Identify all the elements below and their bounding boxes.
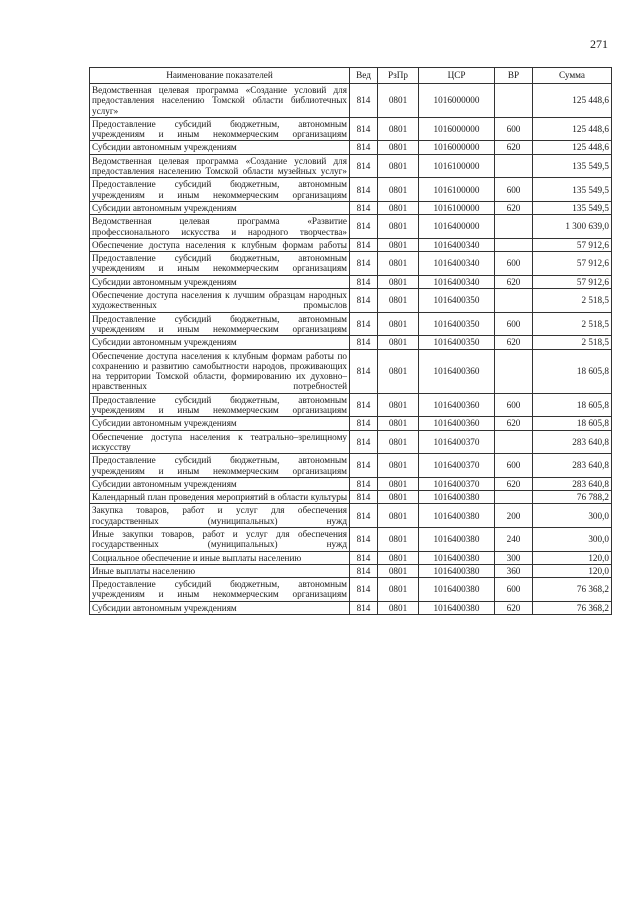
- cell-rzpr: 0801: [378, 491, 419, 504]
- cell-csr: 1016000000: [419, 141, 495, 154]
- cell-ved: 814: [350, 289, 378, 313]
- header-rzpr: РзПр: [378, 68, 419, 84]
- cell-ved: 814: [350, 215, 378, 239]
- cell-vr: 620: [495, 201, 533, 214]
- table-row: [90, 504, 612, 528]
- cell-vr: [495, 289, 533, 313]
- cell-rzpr: 0801: [378, 393, 419, 417]
- cell-name: Ведомственная целевая программа «Создание условий для предоставления населению Томской области музейных услуг»: [90, 154, 350, 178]
- cell-sum: 57 912,6: [533, 252, 612, 276]
- cell-name: Субсидии автономным учреждениям: [90, 336, 350, 349]
- header-vr: ВР: [495, 68, 533, 84]
- table-row: [90, 551, 612, 564]
- cell-sum: 57 912,6: [533, 238, 612, 251]
- cell-sum: 135 549,5: [533, 154, 612, 178]
- table-row: [90, 141, 612, 154]
- cell-rzpr: 0801: [378, 154, 419, 178]
- cell-rzpr: 0801: [378, 275, 419, 288]
- cell-csr: 1016400340: [419, 275, 495, 288]
- cell-ved: 814: [350, 454, 378, 478]
- cell-csr: 1016400350: [419, 289, 495, 313]
- cell-vr: [495, 238, 533, 251]
- cell-name: Предоставление субсидий бюджетным, автономным учреждениям и иным некоммерческим организациям: [90, 578, 350, 602]
- cell-ved: 814: [350, 430, 378, 454]
- cell-rzpr: 0801: [378, 215, 419, 239]
- cell-sum: 76 368,2: [533, 578, 612, 602]
- table-row: [90, 215, 612, 239]
- cell-rzpr: 0801: [378, 238, 419, 251]
- cell-csr: 1016400340: [419, 252, 495, 276]
- cell-csr: 1016400000: [419, 215, 495, 239]
- cell-vr: 600: [495, 454, 533, 478]
- table-row: [90, 238, 612, 251]
- cell-ved: 814: [350, 578, 378, 602]
- cell-ved: 814: [350, 393, 378, 417]
- cell-csr: 1016400380: [419, 491, 495, 504]
- cell-vr: [495, 491, 533, 504]
- cell-sum: 2 518,5: [533, 336, 612, 349]
- cell-vr: 620: [495, 477, 533, 490]
- cell-name: Предоставление субсидий бюджетным, автономным учреждениям и иным некоммерческим организациям: [90, 312, 350, 336]
- cell-rzpr: 0801: [378, 84, 419, 118]
- cell-csr: 1016400370: [419, 454, 495, 478]
- table-body: [90, 84, 612, 615]
- cell-name: Субсидии автономным учреждениям: [90, 275, 350, 288]
- cell-vr: [495, 349, 533, 393]
- table-row: [90, 417, 612, 430]
- cell-rzpr: 0801: [378, 430, 419, 454]
- page-number: 271: [590, 37, 608, 51]
- table-row: [90, 252, 612, 276]
- table-row: [90, 430, 612, 454]
- cell-csr: 1016400380: [419, 601, 495, 614]
- cell-rzpr: 0801: [378, 336, 419, 349]
- cell-ved: 814: [350, 84, 378, 118]
- cell-csr: 1016400380: [419, 527, 495, 551]
- cell-sum: 2 518,5: [533, 312, 612, 336]
- cell-name: Календарный план проведения мероприятий в области культуры: [90, 491, 350, 504]
- table-row: [90, 336, 612, 349]
- cell-name: Социальное обеспечение и иные выплаты населению: [90, 551, 350, 564]
- cell-name: Закупка товаров, работ и услуг для обеспечения государственных (муниципальных) нужд: [90, 504, 350, 528]
- cell-sum: 120,0: [533, 564, 612, 577]
- table-row: [90, 84, 612, 118]
- table-row: [90, 491, 612, 504]
- header-ved: Вед: [350, 68, 378, 84]
- cell-csr: 1016400370: [419, 430, 495, 454]
- cell-rzpr: 0801: [378, 504, 419, 528]
- table-header-row: [90, 68, 612, 84]
- cell-name: Предоставление субсидий бюджетным, автономным учреждениям и иным некоммерческим организациям: [90, 454, 350, 478]
- cell-rzpr: 0801: [378, 601, 419, 614]
- cell-vr: 620: [495, 336, 533, 349]
- cell-name: Обеспечение доступа населения к театрально–зрелищному искусству: [90, 430, 350, 454]
- cell-csr: 1016400370: [419, 477, 495, 490]
- table-row: [90, 564, 612, 577]
- header-sum: Сумма: [533, 68, 612, 84]
- cell-rzpr: 0801: [378, 564, 419, 577]
- cell-sum: 76 368,2: [533, 601, 612, 614]
- cell-sum: 125 448,6: [533, 141, 612, 154]
- cell-sum: 125 448,6: [533, 84, 612, 118]
- cell-sum: 300,0: [533, 504, 612, 528]
- table-row: [90, 201, 612, 214]
- cell-name: Предоставление субсидий бюджетным, автономным учреждениям и иным некоммерческим организациям: [90, 252, 350, 276]
- table-row: [90, 527, 612, 551]
- cell-ved: 814: [350, 527, 378, 551]
- cell-sum: 120,0: [533, 551, 612, 564]
- cell-sum: 283 640,8: [533, 477, 612, 490]
- table-row: [90, 117, 612, 141]
- cell-name: Субсидии автономным учреждениям: [90, 417, 350, 430]
- cell-csr: 1016400350: [419, 312, 495, 336]
- cell-name: Предоставление субсидий бюджетным, автономным учреждениям и иным некоммерческим организациям: [90, 117, 350, 141]
- cell-name: Предоставление субсидий бюджетным, автономным учреждениям и иным некоммерческим организациям: [90, 178, 350, 202]
- cell-sum: 2 518,5: [533, 289, 612, 313]
- cell-rzpr: 0801: [378, 477, 419, 490]
- cell-csr: 1016400380: [419, 551, 495, 564]
- cell-ved: 814: [350, 178, 378, 202]
- cell-ved: 814: [350, 564, 378, 577]
- cell-name: Иные выплаты населению: [90, 564, 350, 577]
- table-row: [90, 578, 612, 602]
- cell-ved: 814: [350, 238, 378, 251]
- cell-sum: 76 788,2: [533, 491, 612, 504]
- cell-sum: 300,0: [533, 527, 612, 551]
- cell-csr: 1016400360: [419, 349, 495, 393]
- cell-sum: 135 549,5: [533, 178, 612, 202]
- cell-vr: 300: [495, 551, 533, 564]
- table-row: [90, 312, 612, 336]
- cell-ved: 814: [350, 275, 378, 288]
- table-row: [90, 477, 612, 490]
- cell-rzpr: 0801: [378, 417, 419, 430]
- cell-csr: 1016000000: [419, 84, 495, 118]
- cell-vr: 600: [495, 178, 533, 202]
- table-row: [90, 393, 612, 417]
- cell-rzpr: 0801: [378, 349, 419, 393]
- cell-rzpr: 0801: [378, 201, 419, 214]
- cell-csr: 1016100000: [419, 201, 495, 214]
- cell-sum: 283 640,8: [533, 430, 612, 454]
- cell-vr: 620: [495, 141, 533, 154]
- cell-vr: 620: [495, 417, 533, 430]
- cell-rzpr: 0801: [378, 117, 419, 141]
- table-row: [90, 601, 612, 614]
- cell-rzpr: 0801: [378, 178, 419, 202]
- cell-sum: 18 605,8: [533, 393, 612, 417]
- cell-name: Обеспечение доступа населения к клубным формам работы по сохранению и развитию самобытности народов, проживающих на территории Томской области, формированию их духовно–нравственных потребностей: [90, 349, 350, 393]
- table-row: [90, 154, 612, 178]
- cell-name: Субсидии автономным учреждениям: [90, 141, 350, 154]
- cell-csr: 1016400350: [419, 336, 495, 349]
- cell-sum: 18 605,8: [533, 417, 612, 430]
- table-row: [90, 289, 612, 313]
- cell-rzpr: 0801: [378, 578, 419, 602]
- cell-vr: 200: [495, 504, 533, 528]
- cell-vr: 600: [495, 312, 533, 336]
- cell-rzpr: 0801: [378, 289, 419, 313]
- cell-ved: 814: [350, 504, 378, 528]
- cell-vr: 620: [495, 275, 533, 288]
- cell-vr: 600: [495, 252, 533, 276]
- cell-sum: 125 448,6: [533, 117, 612, 141]
- cell-sum: 57 912,6: [533, 275, 612, 288]
- cell-vr: [495, 84, 533, 118]
- cell-csr: 1016400380: [419, 504, 495, 528]
- table-row: [90, 349, 612, 393]
- header-name: Наименование показателей: [90, 68, 350, 84]
- cell-name: Субсидии автономным учреждениям: [90, 201, 350, 214]
- cell-rzpr: 0801: [378, 252, 419, 276]
- cell-vr: [495, 215, 533, 239]
- cell-ved: 814: [350, 601, 378, 614]
- cell-vr: 240: [495, 527, 533, 551]
- cell-sum: 1 300 639,0: [533, 215, 612, 239]
- cell-vr: 600: [495, 578, 533, 602]
- cell-csr: 1016000000: [419, 117, 495, 141]
- cell-vr: 600: [495, 117, 533, 141]
- cell-rzpr: 0801: [378, 312, 419, 336]
- cell-sum: 18 605,8: [533, 349, 612, 393]
- cell-name: Обеспечение доступа населения к лучшим образцам народных художественных промыслов: [90, 289, 350, 313]
- cell-ved: 814: [350, 154, 378, 178]
- budget-table: [89, 67, 612, 615]
- cell-rzpr: 0801: [378, 527, 419, 551]
- cell-vr: 600: [495, 393, 533, 417]
- cell-ved: 814: [350, 551, 378, 564]
- cell-csr: 1016100000: [419, 178, 495, 202]
- cell-rzpr: 0801: [378, 454, 419, 478]
- cell-csr: 1016400380: [419, 578, 495, 602]
- cell-ved: 814: [350, 349, 378, 393]
- cell-csr: 1016400360: [419, 417, 495, 430]
- cell-ved: 814: [350, 201, 378, 214]
- cell-ved: 814: [350, 312, 378, 336]
- cell-name: Обеспечение доступа населения к клубным формам работы: [90, 238, 350, 251]
- cell-ved: 814: [350, 477, 378, 490]
- cell-rzpr: 0801: [378, 141, 419, 154]
- cell-vr: 360: [495, 564, 533, 577]
- cell-sum: 135 549,5: [533, 201, 612, 214]
- cell-ved: 814: [350, 141, 378, 154]
- cell-vr: [495, 154, 533, 178]
- cell-csr: 1016100000: [419, 154, 495, 178]
- cell-name: Предоставление субсидий бюджетным, автономным учреждениям и иным некоммерческим организациям: [90, 393, 350, 417]
- cell-name: Ведомственная целевая программа «Создание условий для предоставления населению Томской области библиотечных услуг»: [90, 84, 350, 118]
- table-row: [90, 178, 612, 202]
- header-csr: ЦСР: [419, 68, 495, 84]
- cell-ved: 814: [350, 117, 378, 141]
- cell-name: Ведомственная целевая программа «Развитие профессионального искусства и народного творчества»: [90, 215, 350, 239]
- cell-ved: 814: [350, 336, 378, 349]
- cell-csr: 1016400380: [419, 564, 495, 577]
- cell-sum: 283 640,8: [533, 454, 612, 478]
- table-row: [90, 275, 612, 288]
- table-row: [90, 454, 612, 478]
- cell-vr: [495, 430, 533, 454]
- cell-ved: 814: [350, 491, 378, 504]
- cell-name: Иные закупки товаров, работ и услуг для обеспечения государственных (муниципальных) нужд: [90, 527, 350, 551]
- cell-rzpr: 0801: [378, 551, 419, 564]
- cell-ved: 814: [350, 252, 378, 276]
- cell-vr: 620: [495, 601, 533, 614]
- cell-name: Субсидии автономным учреждениям: [90, 601, 350, 614]
- cell-name: Субсидии автономным учреждениям: [90, 477, 350, 490]
- cell-ved: 814: [350, 417, 378, 430]
- cell-csr: 1016400360: [419, 393, 495, 417]
- cell-csr: 1016400340: [419, 238, 495, 251]
